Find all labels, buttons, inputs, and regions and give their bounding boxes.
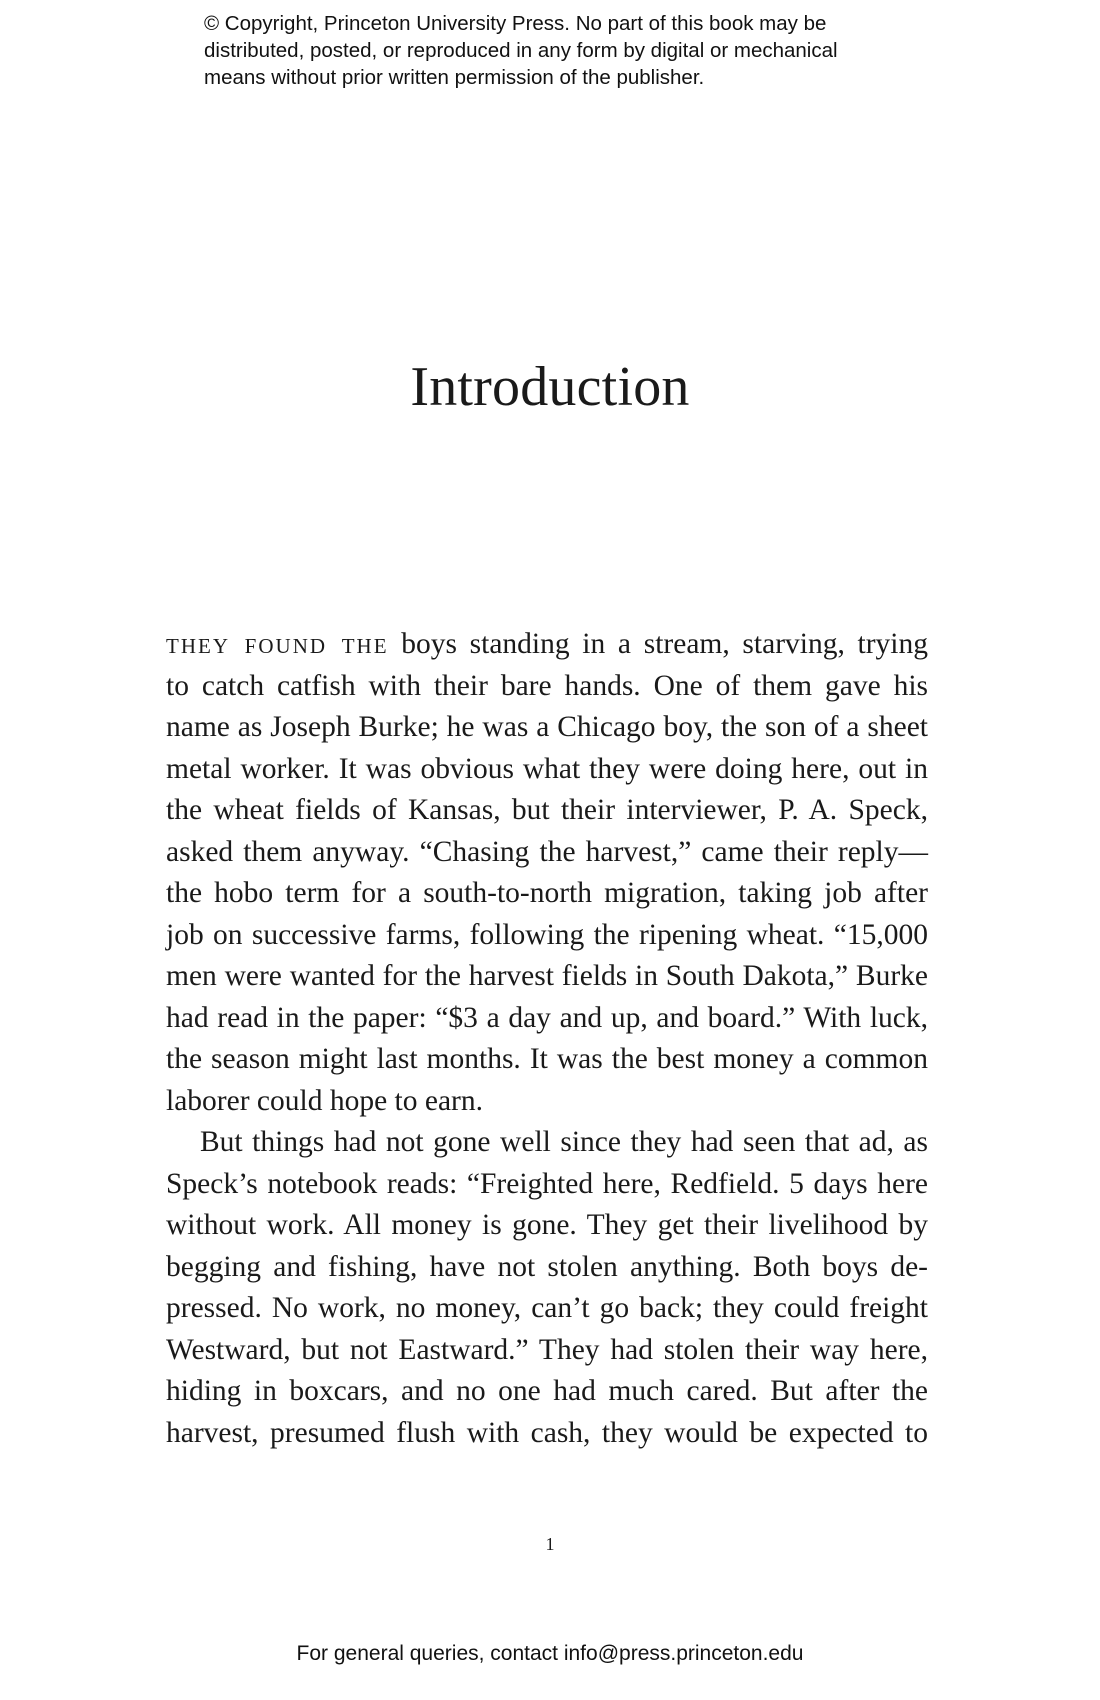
paragraph-line: Speck’s notebook reads: “Freighted here, Redfield. 5 days here <box>166 1167 928 1200</box>
paragraph-line: without work. All money is gone. They get their livelihood by <box>166 1209 928 1241</box>
paragraph-line: metal worker. It was obvious what they were doing here, out in <box>166 752 928 785</box>
paragraph-line: the season might last months. It was the best money a common <box>166 1043 928 1075</box>
copyright-line: © Copyright, Princeton University Press. No part of this book may be <box>204 12 827 35</box>
page-number: 1 <box>545 1534 555 1554</box>
copyright-line: means without prior written permission of the publisher. <box>204 66 705 89</box>
paragraph-line: asked them anyway. “Chasing the harvest,” came their reply— <box>166 835 928 868</box>
paragraph-line: laborer could hope to earn. <box>166 1084 483 1117</box>
body-text <box>166 624 928 1454</box>
paragraph-line: to catch catfish with their bare hands. One of them gave his <box>166 669 928 702</box>
paragraph-line: the hobo term for a south-to-north migration, taking job after <box>166 877 928 909</box>
copyright-line: distributed, posted, or reproduced in any form by digital or mechanical <box>204 39 838 62</box>
paragraph-line: had read in the paper: “$3 a day and up, and board.” With luck, <box>166 1001 928 1034</box>
paragraph-line: hiding in boxcars, and no one had much cared. But after the <box>166 1375 928 1407</box>
lead-in-small-caps: they found the <box>166 628 389 660</box>
paragraph-line: men were wanted for the harvest fields in South Dakota,” Burke <box>166 960 928 992</box>
footer-contact: For general queries, contact info@press.princeton.edu <box>296 1642 804 1665</box>
paragraph-line: name as Joseph Burke; he was a Chicago boy, the son of a sheet <box>166 711 928 743</box>
paragraph-line: pressed. No work, no money, can’t go back; they could freight <box>166 1292 928 1324</box>
paragraph-line: the wheat fields of Kansas, but their interviewer, P. A. Speck, <box>166 794 928 826</box>
paragraph-line: job on successive farms, following the ripening wheat. “15,000 <box>166 918 928 951</box>
copyright-notice <box>204 10 924 91</box>
paragraph-line: But things had not gone well since they had seen that ad, as <box>200 1126 928 1158</box>
paragraph-line: Westward, but not Eastward.” They had stolen their way here, <box>166 1333 928 1366</box>
chapter-title: Introduction <box>410 356 690 418</box>
paragraph-line <box>166 624 928 666</box>
line-text: boys standing in a stream, starving, trying <box>388 628 928 660</box>
paragraph-line: harvest, presumed flush with cash, they would be expected to <box>166 1416 928 1449</box>
paragraph-line: begging and fishing, have not stolen anything. Both boys de- <box>166 1250 928 1283</box>
